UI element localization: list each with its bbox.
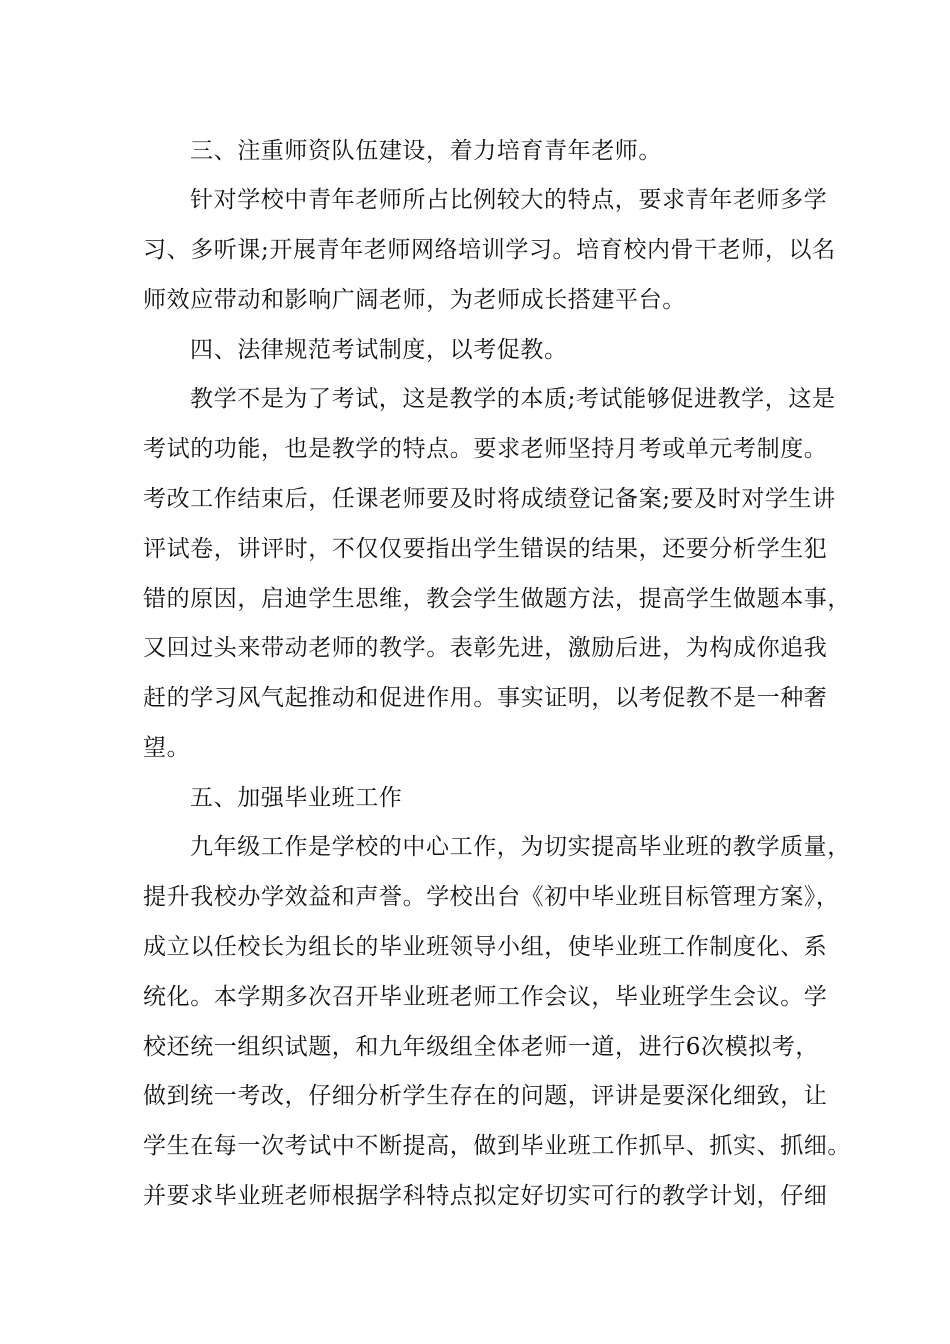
paragraph-line: 教学不是为了考试，这是教学的本质;考试能够促进教学，这是 <box>190 386 836 412</box>
heading-section-3: 三、注重师资队伍建设，着力培育青年老师。 <box>190 138 662 164</box>
paragraph-line: 错的原因，启迪学生思维，教会学生做题方法，提高学生做题本事， <box>143 586 851 612</box>
paragraph-line: 做到统一考改，仔细分析学生存在的问题，评讲是要深化细致，让 <box>143 1083 828 1109</box>
paragraph-line: 针对学校中青年老师所占比例较大的特点，要求青年老师多学 <box>190 187 828 213</box>
paragraph-line: 并要求毕业班老师根据学科特点拟定好切实可行的教学计划，仔细 <box>143 1183 828 1209</box>
paragraph-line: 师效应带动和影响广阔老师，为老师成长搭建平台。 <box>143 287 686 313</box>
paragraph-line: 赶的学习风气起推动和促进作用。事实证明，以考促教不是一种奢 <box>143 685 828 711</box>
paragraph-line: 提升我校办学效益和声誉。学校出台《初中毕业班目标管理方案》， <box>143 884 840 910</box>
paragraph-line: 成立以任校长为组长的毕业班领导小组，使毕业班工作制度化、系 <box>143 934 828 960</box>
heading-section-4: 四、法律规范考试制度，以考促教。 <box>190 337 568 363</box>
paragraph-line: 望。 <box>143 735 191 761</box>
paragraph-line: 学生在每一次考试中不断提高，做到毕业班工作抓早、抓实、抓细。 <box>143 1133 851 1159</box>
paragraph-line: 九年级工作是学校的中心工作，为切实提高毕业班的教学质量， <box>190 834 851 860</box>
paragraph-line: 校还统一组织试题，和九年级组全体老师一道，进行6次模拟考， <box>143 1034 820 1060</box>
paragraph-line: 考改工作结束后，任课老师要及时将成绩登记备案;要及时对学生讲 <box>143 486 836 512</box>
paragraph-line: 习、多听课;开展青年老师网络培训学习。培育校内骨干老师，以名 <box>143 237 836 263</box>
heading-section-5: 五、加强毕业班工作 <box>190 785 403 811</box>
paragraph-line: 考试的功能，也是教学的特点。要求老师坚持月考或单元考制度。 <box>143 436 828 462</box>
paragraph-line: 又回过头来带动老师的教学。表彰先进，激励后进，为构成你追我 <box>143 635 828 661</box>
paragraph-line: 评试卷，讲评时，不仅仅要指出学生错误的结果，还要分析学生犯 <box>143 536 828 562</box>
paragraph-line: 统化。本学期多次召开毕业班老师工作会议，毕业班学生会议。学 <box>143 984 828 1010</box>
